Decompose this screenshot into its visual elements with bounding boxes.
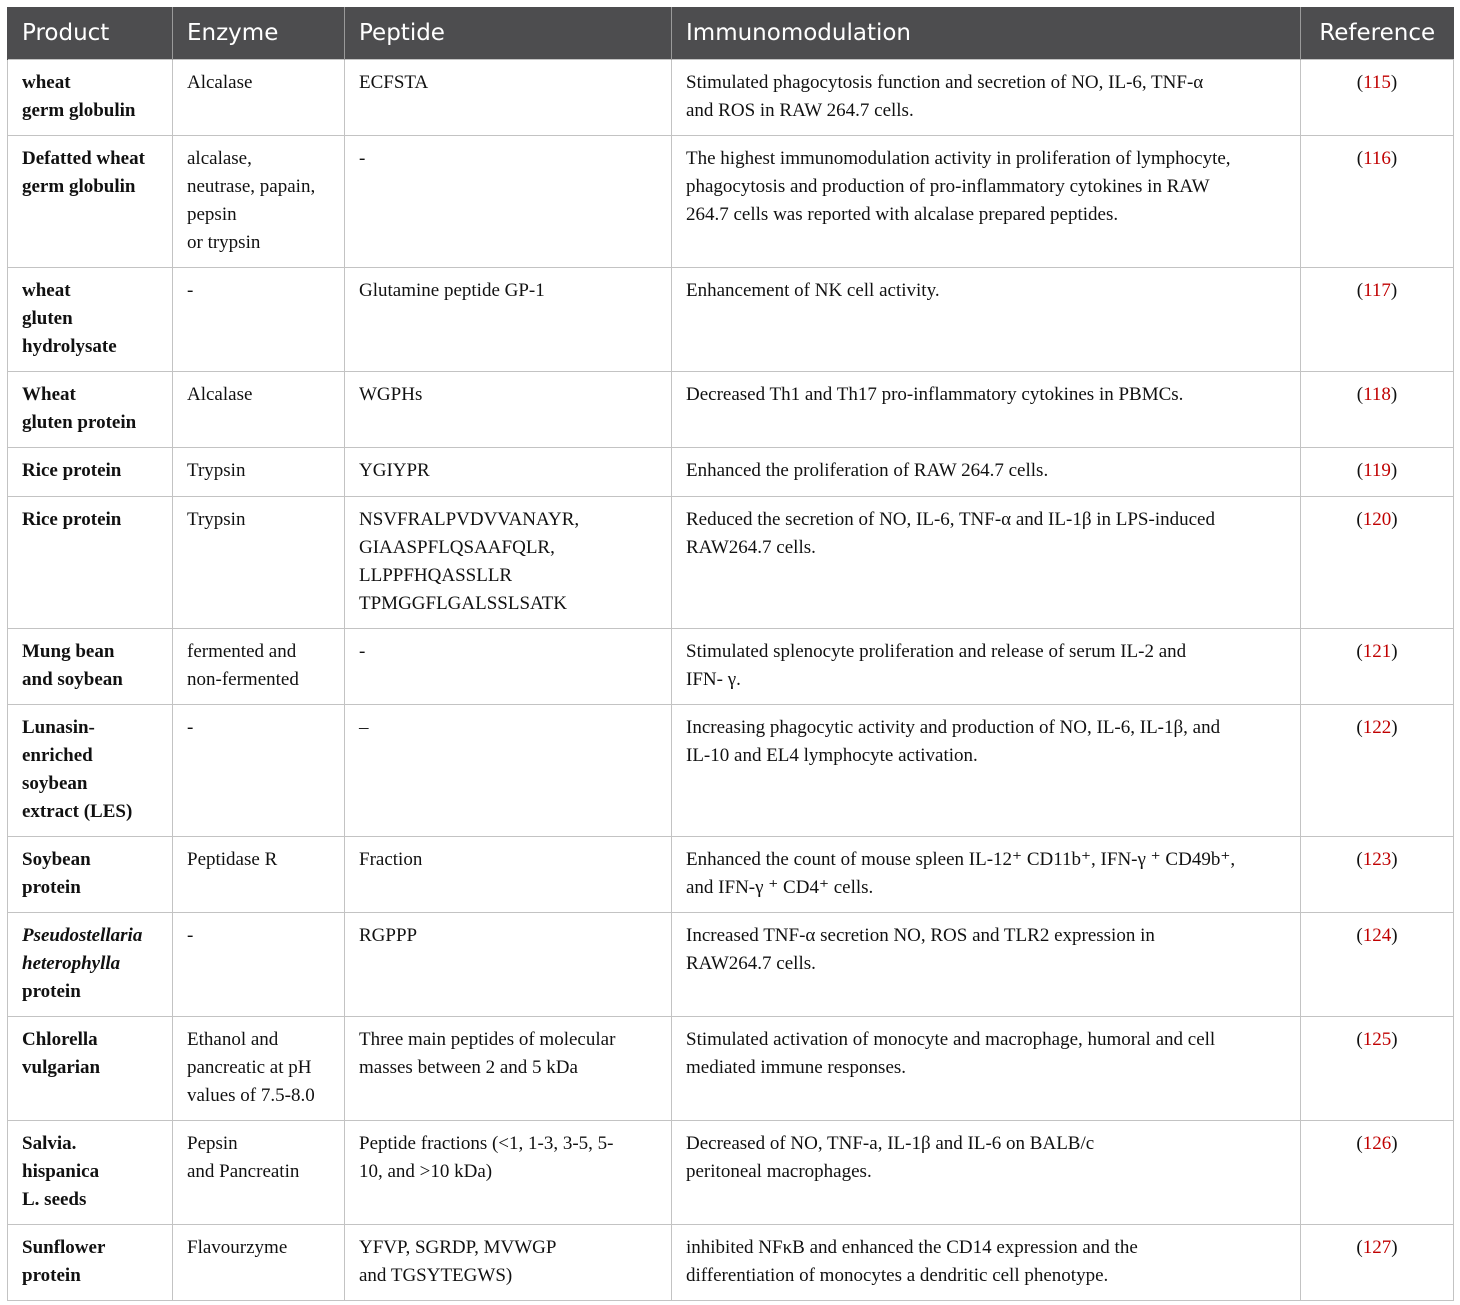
cell-product-line: gluten protein (22, 411, 137, 433)
table-body (8, 59, 1454, 1300)
reference-close-paren: ) (1391, 640, 1398, 662)
cell-immunomodulation-line: Stimulated activation of monocyte and macrophage, humoral and cell (686, 1028, 1216, 1050)
cell-immunomodulation-line: Decreased Th1 and Th17 pro-inflammatory cytokines in PBMCs. (686, 383, 1184, 405)
cell-peptide-line: LLPPFHQASSLLR (359, 564, 513, 586)
reference-link[interactable]: 120 (1362, 508, 1392, 530)
cell-product-line: hydrolysate (22, 335, 117, 357)
cell-enzyme-line: Alcalase (187, 71, 253, 93)
table-row (8, 836, 1454, 912)
reference-link[interactable]: 126 (1362, 1132, 1392, 1154)
cell-reference (1301, 267, 1454, 371)
cell-peptide (345, 912, 672, 1016)
cell-product-line: Salvia. (22, 1132, 77, 1154)
cell-immunomodulation-line: 264.7 cells was reported with alcalase prepared peptides. (686, 203, 1119, 225)
cell-reference (1301, 59, 1454, 135)
cell-product-line: gluten (22, 307, 73, 329)
cell-enzyme (173, 1120, 345, 1224)
cell-product-line: L. seeds (22, 1188, 87, 1210)
reference-close-paren: ) (1390, 279, 1398, 301)
cell-product-line: wheat (22, 279, 71, 301)
table-row (8, 1016, 1454, 1120)
table-row (8, 704, 1454, 836)
cell-product (8, 912, 173, 1016)
cell-enzyme-line: non-fermented (187, 668, 299, 690)
cell-immunomodulation-line: and ROS in RAW 264.7 cells. (686, 99, 914, 121)
cell-peptide (345, 447, 672, 496)
cell-immunomodulation-line: and IFN-γ ⁺ CD4⁺ cells. (686, 876, 874, 898)
cell-reference (1301, 704, 1454, 836)
cell-peptide (345, 135, 672, 267)
cell-immunomodulation-line: IFN- γ. (686, 668, 741, 690)
cell-product (8, 59, 173, 135)
cell-enzyme-line: pepsin (187, 203, 237, 225)
reference-close-paren: ) (1391, 716, 1398, 738)
cell-product (8, 447, 173, 496)
cell-enzyme-line: Flavourzyme (187, 1236, 288, 1258)
cell-product (8, 704, 173, 836)
cell-immunomodulation-line: differentiation of monocytes a dendritic cell phenotype. (686, 1264, 1109, 1286)
cell-peptide-line: YFVP, SGRDP, MVWGP (359, 1236, 557, 1258)
cell-product-line: heterophylla (22, 952, 121, 974)
reference-link[interactable]: 116 (1363, 147, 1391, 169)
cell-enzyme-line: pancreatic at pH (187, 1056, 312, 1078)
cell-peptide-line: and TGSYTEGWS) (359, 1264, 513, 1286)
cell-reference (1301, 447, 1454, 496)
cell-enzyme (173, 628, 345, 704)
cell-enzyme-line: Trypsin (187, 508, 246, 530)
cell-product-line: protein (22, 1264, 81, 1286)
reference-link[interactable]: 127 (1362, 1236, 1392, 1258)
header-immunomodulation: Immunomodulation (672, 7, 1301, 59)
table-row (8, 59, 1454, 135)
cell-peptide (345, 267, 672, 371)
cell-reference (1301, 1224, 1454, 1300)
cell-reference (1301, 1120, 1454, 1224)
table-row (8, 267, 1454, 371)
cell-enzyme (173, 371, 345, 447)
reference-link[interactable]: 117 (1363, 279, 1391, 301)
cell-immunomodulation-line: Decreased of NO, TNF-a, IL-1β and IL-6 on BALB/c (686, 1132, 1095, 1154)
cell-peptide (345, 1224, 672, 1300)
cell-product (8, 1016, 173, 1120)
cell-reference (1301, 836, 1454, 912)
reference-link[interactable]: 115 (1363, 71, 1391, 93)
reference-link[interactable]: 123 (1362, 848, 1392, 870)
cell-product-line: and soybean (22, 668, 123, 690)
reference-open-paren: ( (1356, 716, 1363, 738)
cell-peptide-line: ECFSTA (359, 71, 429, 93)
cell-enzyme (173, 704, 345, 836)
cell-product-line: extract (LES) (22, 800, 133, 822)
cell-reference (1301, 1016, 1454, 1120)
header-row (8, 7, 1454, 59)
cell-peptide (345, 59, 672, 135)
reference-open-paren: ( (1356, 848, 1363, 870)
cell-enzyme-line: Trypsin (187, 459, 246, 481)
cell-immunomodulation (672, 135, 1301, 267)
cell-reference (1301, 496, 1454, 628)
cell-product (8, 628, 173, 704)
reference-link[interactable]: 121 (1362, 640, 1392, 662)
cell-peptide (345, 836, 672, 912)
cell-immunomodulation-line: Stimulated splenocyte proliferation and release of serum IL-2 and (686, 640, 1187, 662)
cell-product-line: Wheat (22, 383, 76, 405)
table-row (8, 1120, 1454, 1224)
header-reference: Reference (1301, 7, 1454, 59)
cell-peptide-line: - (359, 147, 366, 169)
cell-product-line: vulgarian (22, 1056, 101, 1078)
cell-enzyme (173, 135, 345, 267)
cell-peptide-line: WGPHs (359, 383, 423, 405)
cell-enzyme (173, 267, 345, 371)
cell-enzyme-line: neutrase, papain, (187, 175, 316, 197)
reference-close-paren: ) (1391, 1028, 1398, 1050)
cell-peptide (345, 628, 672, 704)
cell-product-line: protein (22, 876, 81, 898)
cell-product-line: Defatted wheat (22, 147, 145, 169)
cell-enzyme-line: Ethanol and (187, 1028, 279, 1050)
cell-immunomodulation (672, 1224, 1301, 1300)
cell-enzyme-line: and Pancreatin (187, 1160, 300, 1182)
cell-product-line: enriched (22, 744, 93, 766)
cell-immunomodulation-line: Increased TNF-α secretion NO, ROS and TLR2 expression in (686, 924, 1155, 946)
cell-product-line: Rice protein (22, 508, 122, 530)
cell-peptide (345, 704, 672, 836)
reference-open-paren: ( (1356, 459, 1364, 481)
cell-peptide-line: masses between 2 and 5 kDa (359, 1056, 578, 1078)
reference-open-paren: ( (1356, 924, 1363, 946)
cell-peptide-line: GIAASPFLQSAAFQLR, (359, 536, 555, 558)
cell-peptide-line: Peptide fractions (<1, 1-3, 3-5, 5- (359, 1132, 614, 1154)
cell-enzyme-line: - (187, 924, 194, 946)
cell-enzyme (173, 1016, 345, 1120)
cell-peptide-line: - (359, 640, 366, 662)
reference-open-paren: ( (1356, 71, 1364, 93)
cell-product-line: Mung bean (22, 640, 115, 662)
cell-immunomodulation-line: Stimulated phagocytosis function and secretion of NO, IL-6, TNF-α (686, 71, 1204, 93)
reference-close-paren: ) (1390, 459, 1398, 481)
cell-enzyme (173, 912, 345, 1016)
header-peptide: Peptide (345, 7, 672, 59)
reference-link[interactable]: 124 (1362, 924, 1392, 946)
cell-product (8, 267, 173, 371)
cell-peptide-line: Three main peptides of molecular (359, 1028, 616, 1050)
reference-link[interactable]: 119 (1363, 459, 1391, 481)
cell-product (8, 135, 173, 267)
cell-immunomodulation-line: phagocytosis and production of pro-inflammatory cytokines in RAW (686, 175, 1210, 197)
cell-immunomodulation-line: RAW264.7 cells. (686, 952, 816, 974)
cell-product-line: Soybean (22, 848, 91, 870)
cell-enzyme-line: Alcalase (187, 383, 253, 405)
cell-reference (1301, 371, 1454, 447)
cell-product-line: germ globulin (22, 175, 136, 197)
reference-close-paren: ) (1390, 383, 1398, 405)
cell-product (8, 1120, 173, 1224)
cell-reference (1301, 135, 1454, 267)
cell-enzyme (173, 447, 345, 496)
cell-product (8, 836, 173, 912)
cell-peptide-line: NSVFRALPVDVVANAYR, (359, 508, 580, 530)
cell-immunomodulation (672, 1016, 1301, 1120)
cell-product-line: Chlorella (22, 1028, 98, 1050)
cell-immunomodulation-line: Enhanced the proliferation of RAW 264.7 cells. (686, 459, 1049, 481)
reference-close-paren: ) (1390, 147, 1398, 169)
table-row (8, 1224, 1454, 1300)
reference-open-paren: ( (1356, 1028, 1363, 1050)
cell-peptide (345, 1016, 672, 1120)
cell-enzyme-line: fermented and (187, 640, 297, 662)
cell-product-line: soybean (22, 772, 88, 794)
table-row (8, 447, 1454, 496)
cell-enzyme-line: alcalase, (187, 147, 252, 169)
table-row (8, 628, 1454, 704)
cell-peptide-line: 10, and >10 kDa) (359, 1160, 493, 1182)
cell-peptide-line: – (359, 716, 369, 738)
cell-enzyme (173, 1224, 345, 1300)
reference-close-paren: ) (1391, 1236, 1398, 1258)
cell-product-line: germ globulin (22, 99, 136, 121)
reference-close-paren: ) (1390, 71, 1398, 93)
table-row (8, 371, 1454, 447)
cell-enzyme-line: Pepsin (187, 1132, 238, 1154)
cell-immunomodulation-line: RAW264.7 cells. (686, 536, 816, 558)
cell-peptide (345, 371, 672, 447)
cell-product-line: Pseudostellaria (22, 924, 143, 946)
cell-immunomodulation (672, 628, 1301, 704)
reference-open-paren: ( (1356, 1132, 1363, 1154)
reference-close-paren: ) (1391, 848, 1398, 870)
cell-enzyme (173, 496, 345, 628)
table-row (8, 496, 1454, 628)
cell-enzyme-line: - (187, 716, 194, 738)
cell-immunomodulation (672, 447, 1301, 496)
reference-open-paren: ( (1356, 383, 1364, 405)
table-container (7, 7, 1453, 1301)
cell-immunomodulation-line: IL-10 and EL4 lymphocyte activation. (686, 744, 978, 766)
cell-immunomodulation-line: peritoneal macrophages. (686, 1160, 872, 1182)
cell-immunomodulation-line: Enhancement of NK cell activity. (686, 279, 940, 301)
cell-product (8, 496, 173, 628)
cell-peptide (345, 1120, 672, 1224)
cell-immunomodulation (672, 59, 1301, 135)
cell-peptide-line: YGIYPR (359, 459, 430, 481)
cell-immunomodulation-line: Reduced the secretion of NO, IL-6, TNF-α and IL-1β in LPS-induced (686, 508, 1215, 530)
reference-open-paren: ( (1356, 279, 1364, 301)
cell-immunomodulation (672, 267, 1301, 371)
cell-enzyme-line: Peptidase R (187, 848, 278, 870)
header-enzyme: Enzyme (173, 7, 345, 59)
cell-product-line: Lunasin- (22, 716, 95, 738)
reference-link[interactable]: 125 (1362, 1028, 1392, 1050)
reference-open-paren: ( (1356, 508, 1363, 530)
cell-immunomodulation (672, 836, 1301, 912)
cell-immunomodulation (672, 1120, 1301, 1224)
cell-enzyme-line: - (187, 279, 194, 301)
cell-enzyme (173, 59, 345, 135)
immunomodulation-table (7, 7, 1454, 1301)
reference-open-paren: ( (1356, 640, 1363, 662)
cell-product-line: wheat (22, 71, 71, 93)
cell-peptide (345, 496, 672, 628)
cell-immunomodulation-line: The highest immunomodulation activity in proliferation of lymphocyte, (686, 147, 1231, 169)
cell-product-line: protein (22, 980, 81, 1002)
cell-enzyme-line: values of 7.5-8.0 (187, 1084, 315, 1106)
reference-close-paren: ) (1391, 924, 1398, 946)
cell-enzyme (173, 836, 345, 912)
reference-close-paren: ) (1391, 1132, 1398, 1154)
cell-peptide-line: RGPPP (359, 924, 418, 946)
cell-reference (1301, 628, 1454, 704)
cell-product-line: hispanica (22, 1160, 100, 1182)
cell-immunomodulation (672, 496, 1301, 628)
cell-enzyme-line: or trypsin (187, 231, 261, 253)
cell-product-line: Sunflower (22, 1236, 106, 1258)
cell-reference (1301, 912, 1454, 1016)
cell-product (8, 371, 173, 447)
reference-open-paren: ( (1356, 147, 1364, 169)
reference-link[interactable]: 122 (1362, 716, 1392, 738)
reference-close-paren: ) (1391, 508, 1398, 530)
cell-immunomodulation (672, 371, 1301, 447)
cell-immunomodulation-line: inhibited NFκB and enhanced the CD14 expression and the (686, 1236, 1138, 1258)
cell-peptide-line: TPMGGFLGALSSLSATK (359, 592, 567, 614)
cell-immunomodulation-line: Enhanced the count of mouse spleen IL-12⁺ CD11b⁺, IFN-γ ⁺ CD49b⁺, (686, 848, 1236, 870)
cell-immunomodulation (672, 704, 1301, 836)
cell-immunomodulation (672, 912, 1301, 1016)
cell-immunomodulation-line: Increasing phagocytic activity and production of NO, IL-6, IL-1β, and (686, 716, 1221, 738)
cell-immunomodulation-line: mediated immune responses. (686, 1056, 907, 1078)
table-row (8, 135, 1454, 267)
cell-peptide-line: Fraction (359, 848, 423, 870)
header-product: Product (8, 7, 173, 59)
cell-product (8, 1224, 173, 1300)
cell-peptide-line: Glutamine peptide GP-1 (359, 279, 545, 301)
reference-open-paren: ( (1356, 1236, 1363, 1258)
cell-product-line: Rice protein (22, 459, 122, 481)
reference-link[interactable]: 118 (1363, 383, 1391, 405)
table-row (8, 912, 1454, 1016)
